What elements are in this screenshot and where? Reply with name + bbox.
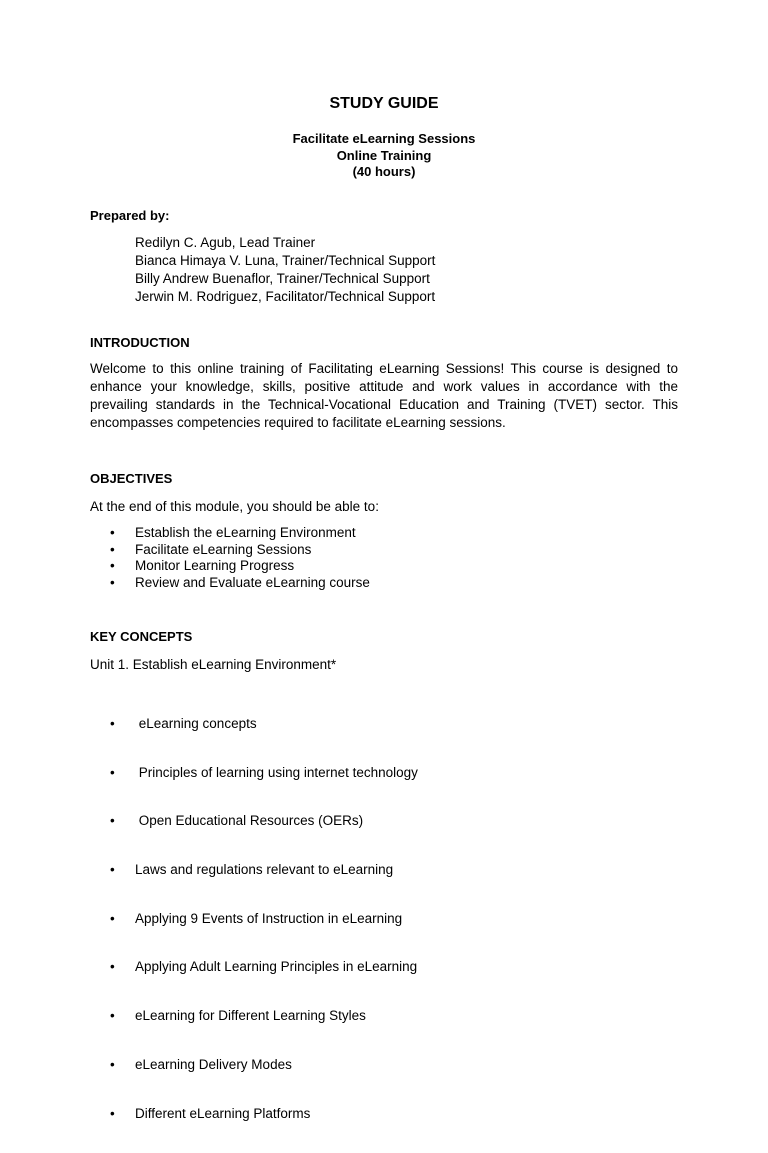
introduction-heading: INTRODUCTION	[90, 335, 190, 350]
key-concepts-list	[110, 685, 418, 1153]
list-item: • Open Educational Resources (OERs)	[110, 812, 418, 831]
objectives-intro: At the end of this module, you should be able to:	[90, 499, 379, 514]
objectives-heading: OBJECTIVES	[90, 471, 173, 486]
list-item: • Facilitate eLearning Sessions	[110, 542, 370, 559]
list-item: • eLearning for Different Learning Styles	[110, 1007, 418, 1026]
key-concepts-heading: KEY CONCEPTS	[90, 629, 193, 644]
list-item: • eLearning Delivery Modes	[110, 1056, 418, 1075]
training-duration: (40 hours)	[352, 164, 416, 179]
list-item: • Principles of learning using internet technology	[110, 764, 418, 783]
list-item: • Establish the eLearning Environment	[110, 525, 370, 542]
preparer-name: Billy Andrew Buenaflor, Trainer/Technical Support	[135, 271, 430, 286]
introduction-paragraph: Welcome to this online training of Facilitating eLearning Sessions! This course is designed to enhance your knowledge, skills, positive attitude and work values in accordance with the prevailing standards in the Technical-Vocational Education and Training (TVET) sector. This encompasses competencies required to facilitate eLearning sessions.	[90, 361, 678, 430]
list-item: • Review and Evaluate eLearning course	[110, 575, 370, 592]
unit-title: Unit 1. Establish eLearning Environment*	[90, 657, 337, 672]
objectives-list	[110, 525, 370, 591]
prepared-by-label: Prepared by:	[90, 208, 170, 223]
list-item: • Applying 9 Events of Instruction in eLearning	[110, 910, 418, 929]
course-name: Facilitate eLearning Sessions	[292, 131, 476, 146]
list-item: • Laws and regulations relevant to eLearning	[110, 861, 418, 880]
list-item: • eLearning concepts	[110, 715, 418, 734]
document-title: STUDY GUIDE	[329, 95, 439, 112]
preparer-name: Jerwin M. Rodriguez, Facilitator/Technical Support	[135, 289, 436, 304]
list-item: • Applying Adult Learning Principles in eLearning	[110, 958, 418, 977]
list-item: • Monitor Learning Progress	[110, 558, 370, 575]
training-mode: Online Training	[336, 148, 432, 163]
preparer-name: Redilyn C. Agub, Lead Trainer	[135, 235, 316, 250]
preparer-name: Bianca Himaya V. Luna, Trainer/Technical Support	[135, 253, 436, 268]
list-item: • Different eLearning Platforms	[110, 1105, 418, 1124]
